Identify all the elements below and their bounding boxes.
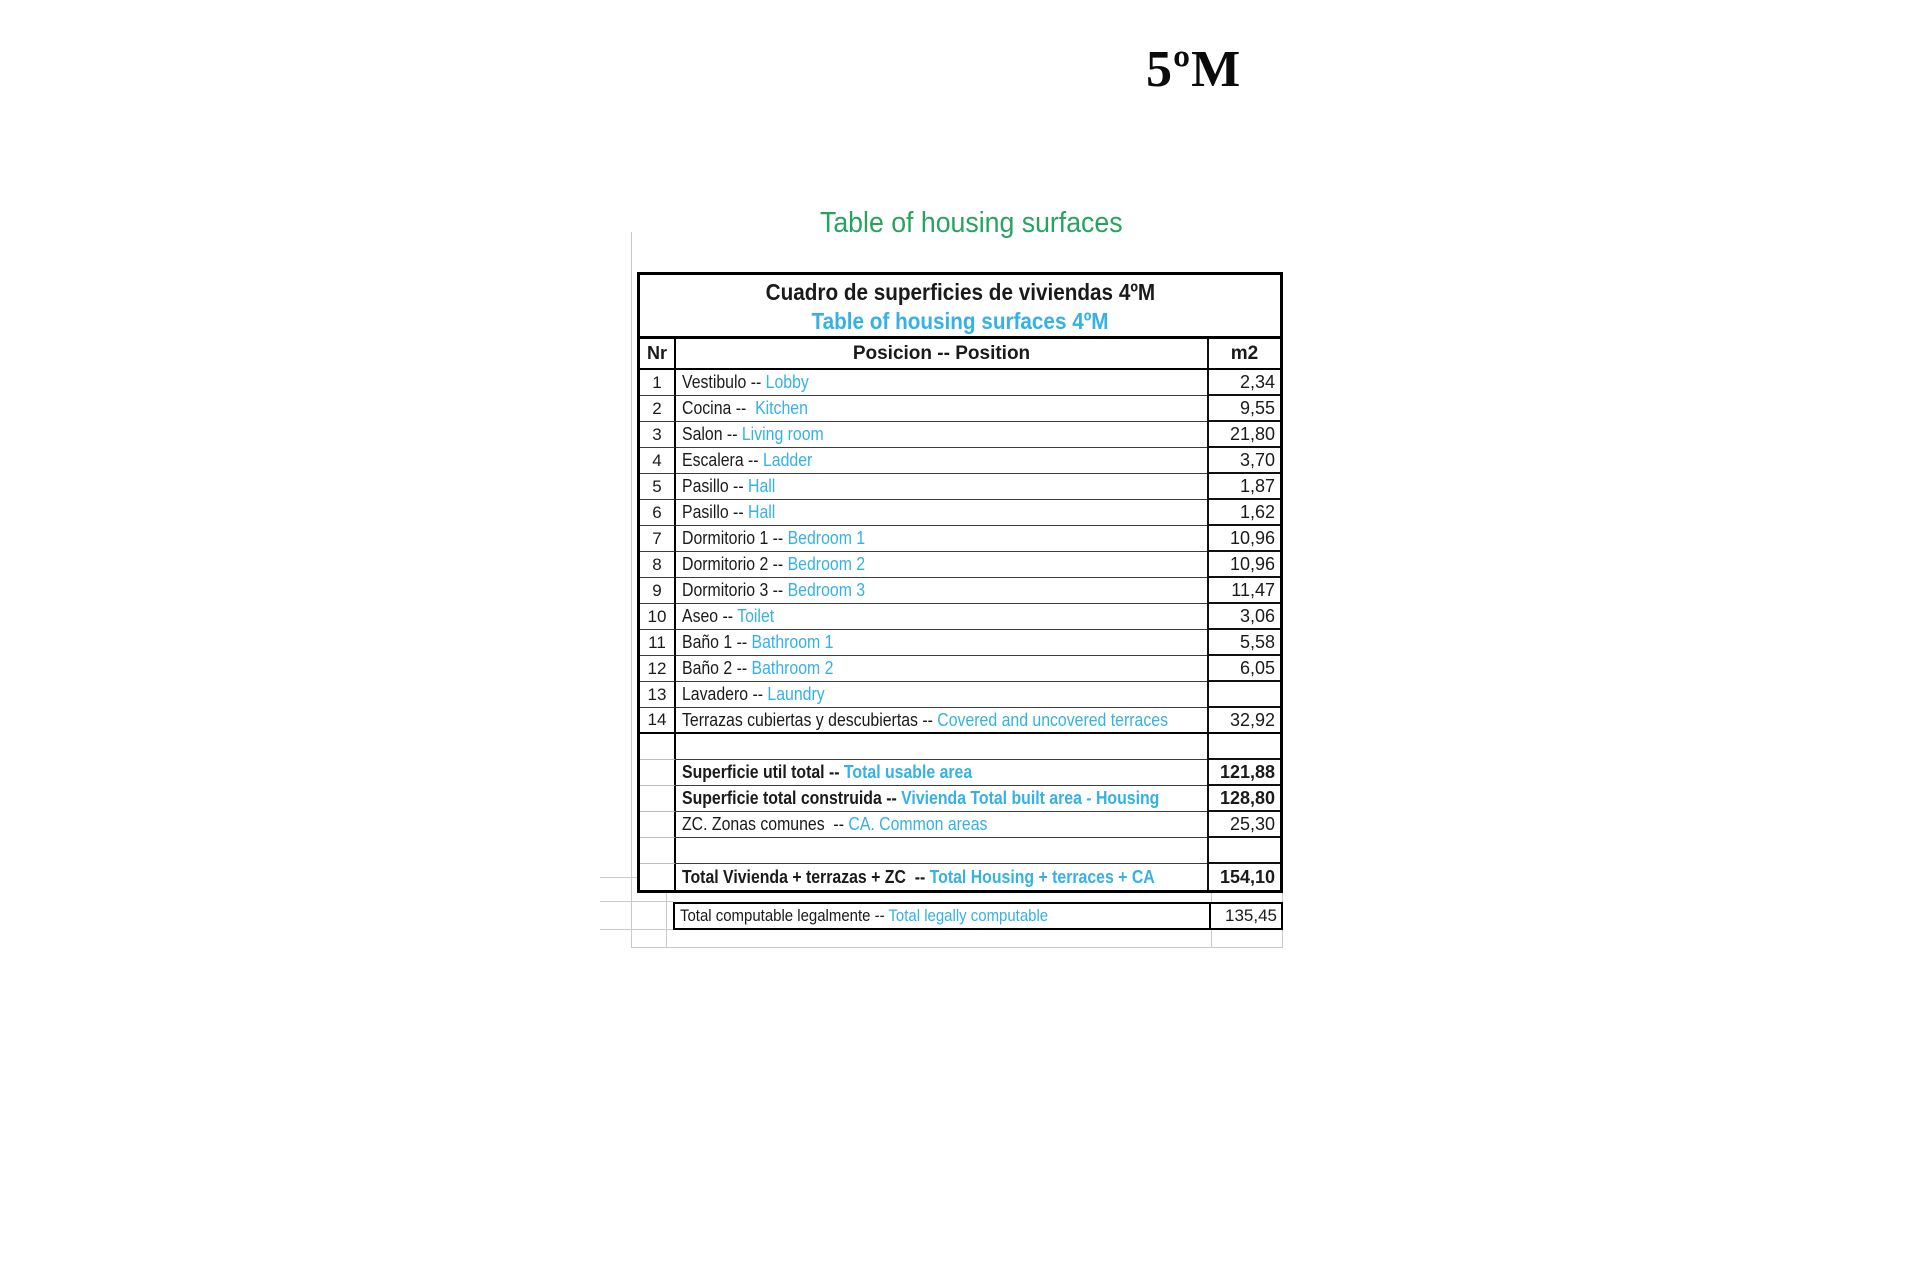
row-number-cell bbox=[640, 682, 676, 708]
sheet-gridline bbox=[631, 947, 1283, 948]
position-text-es: Salon -- bbox=[682, 424, 742, 444]
position-cell bbox=[676, 370, 1207, 396]
area-value: 3,70 bbox=[1239, 449, 1275, 470]
position-cell bbox=[676, 500, 1207, 526]
table-row bbox=[640, 578, 1280, 604]
position-text-en: Bathroom 1 bbox=[751, 632, 834, 652]
area-cell bbox=[1207, 786, 1280, 812]
page-heading: Table of housing surfaces bbox=[820, 207, 1123, 239]
row-number: 10 bbox=[647, 606, 667, 626]
row-number: 7 bbox=[652, 528, 662, 548]
table-row bbox=[640, 630, 1280, 656]
position-text-en: Bedroom 1 bbox=[787, 528, 866, 548]
position-text-es: Baño 1 -- bbox=[682, 632, 752, 652]
area-value: 1,87 bbox=[1239, 475, 1275, 496]
area-cell bbox=[1207, 604, 1280, 630]
position-text-es: ZC. Zonas comunes -- bbox=[682, 814, 849, 834]
area-value: 128,80 bbox=[1219, 787, 1275, 808]
position-text-en: Kitchen bbox=[755, 398, 808, 418]
position-text-es: Total Vivienda + terrazas + ZC -- bbox=[682, 866, 930, 887]
legal-total-label-es: Total computable legalmente -- bbox=[680, 906, 889, 925]
area-cell bbox=[1207, 448, 1280, 474]
table-row bbox=[640, 526, 1280, 552]
table-row bbox=[640, 396, 1280, 422]
area-cell bbox=[1207, 734, 1280, 760]
position-text-es: Baño 2 -- bbox=[682, 658, 752, 678]
position-cell bbox=[676, 604, 1207, 630]
row-number-cell bbox=[640, 396, 676, 422]
area-value: 1,62 bbox=[1239, 501, 1275, 522]
area-value: 10,96 bbox=[1229, 527, 1275, 548]
table-row bbox=[640, 448, 1280, 474]
position-text-en: CA. Common areas bbox=[848, 814, 988, 834]
position-text-en: Covered and uncovered terraces bbox=[937, 709, 1168, 730]
position-text-en: Lobby bbox=[765, 372, 809, 392]
legal-total-value: 135,45 bbox=[1209, 904, 1281, 928]
sheet-gridline bbox=[600, 877, 637, 878]
row-number: 8 bbox=[652, 554, 662, 574]
position-cell bbox=[676, 448, 1207, 474]
row-number-cell bbox=[640, 760, 676, 786]
table-row bbox=[640, 838, 1280, 864]
row-number-cell bbox=[640, 422, 676, 448]
row-number-cell bbox=[640, 474, 676, 500]
row-number: 3 bbox=[652, 424, 662, 444]
row-number-cell bbox=[640, 552, 676, 578]
table-title-es: Cuadro de superficies de viviendas 4ºM bbox=[765, 279, 1155, 305]
area-value: 121,88 bbox=[1219, 761, 1275, 782]
position-text-en: Ladder bbox=[762, 450, 813, 470]
plan-title: 5ºM bbox=[1146, 41, 1242, 98]
area-cell bbox=[1207, 656, 1280, 682]
header-cell-position: Posicion -- Position bbox=[852, 342, 1031, 364]
position-text-en: Total Housing + terraces + CA bbox=[929, 866, 1155, 887]
position-cell bbox=[676, 760, 1207, 786]
area-cell bbox=[1207, 864, 1280, 890]
position-cell bbox=[676, 734, 1207, 760]
position-text-en: Living room bbox=[741, 424, 824, 444]
legal-total-row bbox=[673, 902, 1283, 930]
position-text-en: Bedroom 2 bbox=[787, 554, 866, 574]
position-cell bbox=[676, 630, 1207, 656]
row-number-cell bbox=[640, 864, 676, 890]
area-cell bbox=[1207, 838, 1280, 864]
position-text-es: Lavadero -- bbox=[682, 684, 768, 704]
header-cell-nr: Nr bbox=[640, 339, 676, 368]
position-text-es: Dormitorio 1 -- bbox=[682, 528, 788, 548]
position-text-en: Toilet bbox=[737, 606, 775, 626]
area-cell bbox=[1207, 552, 1280, 578]
table-row bbox=[640, 708, 1280, 734]
row-number: 11 bbox=[648, 632, 666, 652]
row-number-cell bbox=[640, 526, 676, 552]
position-cell bbox=[676, 864, 1207, 890]
legal-total-label bbox=[675, 904, 1209, 928]
position-cell bbox=[676, 786, 1207, 812]
row-number-cell bbox=[640, 578, 676, 604]
table-row bbox=[640, 422, 1280, 448]
position-text-en: Hall bbox=[748, 476, 776, 496]
row-number: 1 bbox=[652, 372, 662, 392]
area-cell bbox=[1207, 630, 1280, 656]
position-cell bbox=[676, 838, 1207, 864]
position-text-en: Vivienda Total built area - Housing bbox=[901, 788, 1160, 808]
table-title-en: Table of housing surfaces 4ºM bbox=[811, 308, 1109, 334]
position-cell bbox=[676, 708, 1207, 734]
table-row bbox=[640, 604, 1280, 630]
position-text-en: Total usable area bbox=[843, 762, 973, 782]
position-cell bbox=[676, 552, 1207, 578]
position-text-es: Cocina -- bbox=[682, 398, 756, 418]
area-value: 3,06 bbox=[1239, 605, 1275, 626]
area-value: 25,30 bbox=[1229, 813, 1275, 834]
sheet-gridline bbox=[1282, 930, 1283, 948]
row-number: 9 bbox=[652, 580, 662, 600]
row-number: 4 bbox=[652, 450, 662, 470]
table-row bbox=[640, 734, 1280, 760]
area-cell bbox=[1207, 708, 1280, 734]
header-cell-m2: m2 bbox=[1207, 339, 1280, 368]
position-text-es: Vestibulo -- bbox=[682, 372, 766, 392]
surfaces-table bbox=[637, 272, 1283, 893]
position-cell bbox=[676, 656, 1207, 682]
area-cell bbox=[1207, 760, 1280, 786]
row-number-cell bbox=[640, 448, 676, 474]
area-cell bbox=[1207, 474, 1280, 500]
table-row bbox=[640, 552, 1280, 578]
table-row bbox=[640, 370, 1280, 396]
position-cell bbox=[676, 578, 1207, 604]
table-row bbox=[640, 656, 1280, 682]
area-value: 6,05 bbox=[1239, 657, 1275, 678]
table-summary bbox=[640, 734, 1280, 890]
area-value: 154,10 bbox=[1219, 866, 1275, 887]
table-header-row bbox=[640, 339, 1280, 370]
row-number: 13 bbox=[647, 684, 667, 704]
position-cell bbox=[676, 812, 1207, 838]
position-text-es: Pasillo -- bbox=[682, 476, 749, 496]
table-row bbox=[640, 682, 1280, 708]
area-cell bbox=[1207, 812, 1280, 838]
position-text-en: Bathroom 2 bbox=[751, 658, 834, 678]
area-cell bbox=[1207, 682, 1280, 708]
position-text-es: Superficie util total -- bbox=[682, 762, 844, 782]
row-number-cell bbox=[640, 786, 676, 812]
position-cell bbox=[676, 474, 1207, 500]
area-value: 32,92 bbox=[1229, 709, 1275, 730]
sheet-gridline bbox=[600, 901, 673, 902]
position-text-en: Bedroom 3 bbox=[787, 580, 866, 600]
position-text-es: Terrazas cubiertas y descubiertas -- bbox=[682, 709, 938, 730]
row-number-cell bbox=[640, 734, 676, 760]
row-number-cell bbox=[640, 604, 676, 630]
row-number: 14 bbox=[647, 710, 667, 729]
position-text-en: Laundry bbox=[767, 684, 825, 704]
position-text-en: Hall bbox=[748, 502, 776, 522]
area-value: 11,47 bbox=[1231, 579, 1275, 600]
table-row bbox=[640, 864, 1280, 890]
area-cell bbox=[1207, 578, 1280, 604]
row-number: 5 bbox=[652, 476, 662, 496]
legal-total-label-en: Total legally computable bbox=[888, 906, 1049, 925]
row-number: 2 bbox=[652, 398, 662, 418]
position-cell bbox=[676, 682, 1207, 708]
row-number-cell bbox=[640, 812, 676, 838]
area-cell bbox=[1207, 526, 1280, 552]
row-number-cell bbox=[640, 500, 676, 526]
position-cell bbox=[676, 422, 1207, 448]
area-cell bbox=[1207, 370, 1280, 396]
sheet-gridline bbox=[631, 232, 632, 948]
position-text-es: Superficie total construida -- bbox=[682, 788, 902, 808]
row-number-cell bbox=[640, 838, 676, 864]
table-row bbox=[640, 812, 1280, 838]
row-number-cell bbox=[640, 708, 676, 734]
area-value: 5,58 bbox=[1239, 631, 1275, 652]
area-cell bbox=[1207, 422, 1280, 448]
area-value: 10,96 bbox=[1229, 553, 1275, 574]
area-cell bbox=[1207, 500, 1280, 526]
row-number-cell bbox=[640, 370, 676, 396]
position-cell bbox=[676, 526, 1207, 552]
position-text-es: Dormitorio 3 -- bbox=[682, 580, 788, 600]
position-text-es: Escalera -- bbox=[682, 450, 763, 470]
table-row bbox=[640, 474, 1280, 500]
sheet-gridline bbox=[1211, 930, 1212, 948]
row-number: 6 bbox=[652, 502, 662, 522]
table-title-block bbox=[640, 275, 1280, 339]
position-text-es: Dormitorio 2 -- bbox=[682, 554, 788, 574]
table-body bbox=[640, 370, 1280, 734]
table-row bbox=[640, 500, 1280, 526]
area-value: 2,34 bbox=[1239, 371, 1275, 392]
position-text-es: Pasillo -- bbox=[682, 502, 749, 522]
position-cell bbox=[676, 396, 1207, 422]
table-row bbox=[640, 760, 1280, 786]
area-value: 9,55 bbox=[1239, 397, 1275, 418]
sheet-gridline bbox=[600, 929, 673, 930]
area-value: 21,80 bbox=[1229, 423, 1275, 444]
area-cell bbox=[1207, 396, 1280, 422]
row-number-cell bbox=[640, 656, 676, 682]
row-number-cell bbox=[640, 630, 676, 656]
position-text-es: Aseo -- bbox=[682, 606, 738, 626]
table-row bbox=[640, 786, 1280, 812]
row-number: 12 bbox=[647, 658, 667, 678]
